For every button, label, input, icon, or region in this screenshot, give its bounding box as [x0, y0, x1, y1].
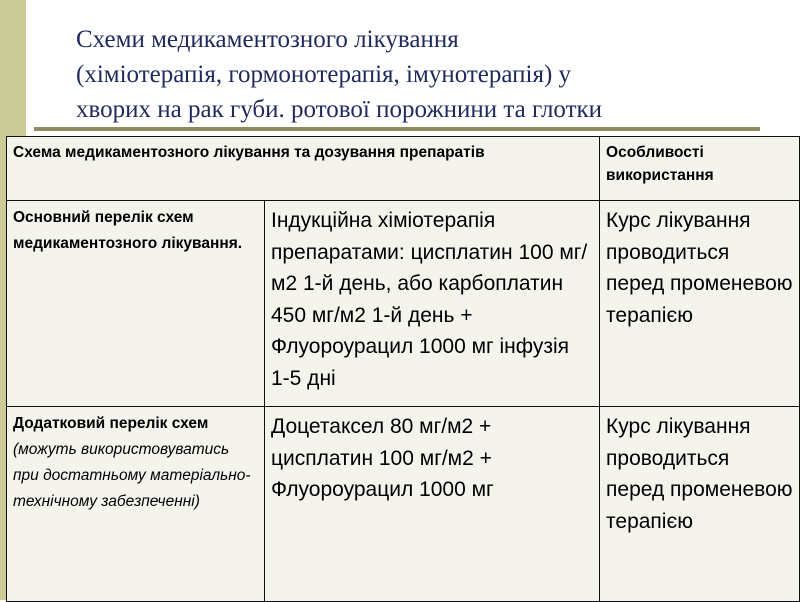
header-scheme: Схема медикаментозного лікування та дозування препаратів [7, 137, 600, 201]
title-underline [34, 127, 760, 131]
row-label-italic: (можуть використовуватись при достатньому матеріально-технічному забезпеченні) [13, 441, 251, 510]
row-features: Курс лікування проводиться перед променевою терапією [600, 407, 800, 602]
row-label [7, 407, 265, 602]
row-scheme: Індукційна хіміотерапія препаратами: цисплатин 100 мг/м2 1-й день, або карбоплатин 450 мг/м2 1-й день + Флуороурацил 1000 мг інфузія 1-5 дні [265, 201, 600, 407]
slide-title [76, 22, 776, 127]
title-line-2: (хіміотерапія, гормонотерапія, імунотерапія) у [76, 61, 572, 88]
title-line-1: Схеми медикаментозного лікування [76, 26, 459, 53]
table-row [7, 407, 800, 602]
row-label [7, 201, 265, 407]
treatment-table [6, 136, 800, 602]
table-header-row [7, 137, 800, 201]
header-features: Особливості використання [600, 137, 800, 201]
row-label-bold: Додатковий перелік схем [13, 415, 209, 432]
row-features: Курс лікування проводиться перед променевою терапією [600, 201, 800, 407]
row-label-bold: Основний перелік схем медикаментозного лікування. [13, 209, 243, 252]
table-row [7, 201, 800, 407]
title-line-3: хворих на рак губи. ротової порожнини та глотки [76, 96, 603, 123]
row-scheme: Доцетаксел 80 мг/м2 + цисплатин 100 мг/м2 + Флуороурацил 1000 мг [265, 407, 600, 602]
